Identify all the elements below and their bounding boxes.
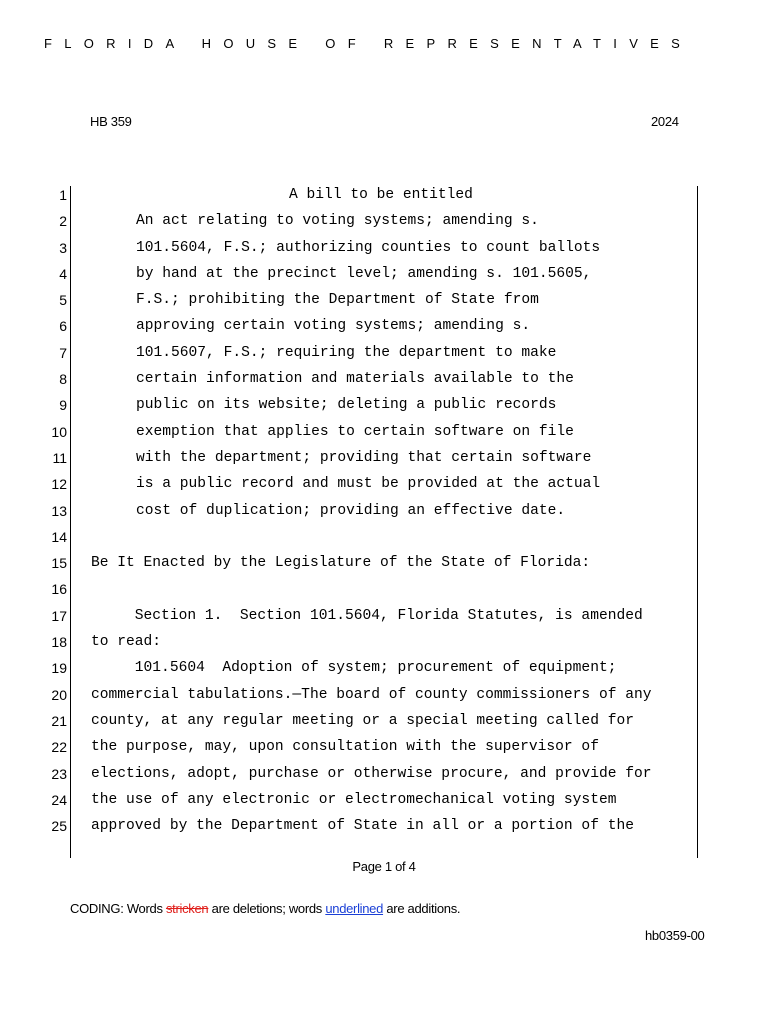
coding-legend <box>70 901 460 916</box>
bill-text-body <box>0 182 768 839</box>
line-number: 24 <box>51 791 67 808</box>
coding-middle: are deletions; words <box>208 901 326 916</box>
line-text: 101.5604, F.S.; authorizing counties to count ballots <box>136 239 601 256</box>
line-number: 18 <box>51 634 67 651</box>
line-text: public on its website; deleting a public records <box>136 397 557 414</box>
coding-stricken-example: stricken <box>165 901 209 916</box>
document-id: hb0359-00 <box>645 928 705 943</box>
line-number: 10 <box>51 423 67 440</box>
bill-line <box>0 682 768 708</box>
bill-line <box>0 576 768 602</box>
bill-line <box>0 182 768 208</box>
line-text: 101.5607, F.S.; requiring the department to make <box>136 344 557 361</box>
bill-line <box>0 655 768 681</box>
line-text: approving certain voting systems; amending s. <box>136 318 531 335</box>
line-text: by hand at the precinct level; amending s. 101.5605, <box>136 265 592 282</box>
line-number: 22 <box>51 739 67 756</box>
line-number: 17 <box>51 607 67 624</box>
page-number: Page 1 of 4 <box>352 859 416 874</box>
line-number: 12 <box>51 476 67 493</box>
bill-number: HB 359 <box>90 114 132 129</box>
line-number: 11 <box>52 449 67 466</box>
line-text: approved by the Department of State in all or a portion of the <box>91 818 634 835</box>
bill-year: 2024 <box>651 114 679 129</box>
bill-line <box>0 524 768 550</box>
line-number: 20 <box>51 686 67 703</box>
line-text: Be It Enacted by the Legislature of the State of Florida: <box>91 555 591 572</box>
coding-underlined-example: underlined <box>325 901 384 916</box>
line-number: 23 <box>51 765 67 782</box>
bill-line <box>0 813 768 839</box>
chamber-title: FLORIDA HOUSE OF REPRESENTATIVES <box>44 36 693 51</box>
line-text: the purpose, may, upon consultation with the supervisor of <box>91 739 599 756</box>
bill-line <box>0 313 768 339</box>
line-text: the use of any electronic or electromechanical voting system <box>91 791 617 808</box>
bill-line <box>0 392 768 418</box>
line-text: Section 1. Section 101.5604, Florida Statutes, is amended <box>91 607 643 624</box>
line-number: 4 <box>59 265 67 282</box>
line-number: 3 <box>59 239 67 256</box>
line-number: 25 <box>51 818 67 835</box>
bill-line <box>0 261 768 287</box>
bill-line <box>0 498 768 524</box>
line-text: An act relating to voting systems; amending s. <box>136 213 539 230</box>
bill-line <box>0 734 768 760</box>
bill-line <box>0 287 768 313</box>
line-number: 13 <box>51 502 67 519</box>
line-text: certain information and materials available to the <box>136 371 574 388</box>
line-number: 7 <box>59 344 67 361</box>
line-number: 2 <box>59 213 67 230</box>
line-text: to read: <box>91 634 162 651</box>
bill-line <box>0 445 768 471</box>
line-text: with the department; providing that certain software <box>136 449 592 466</box>
bill-line <box>0 708 768 734</box>
bill-line <box>0 471 768 497</box>
bill-line <box>0 787 768 813</box>
bill-line <box>0 235 768 261</box>
line-text: county, at any regular meeting or a special meeting called for <box>91 712 634 729</box>
line-text: 101.5604 Adoption of system; procurement of equipment; <box>91 660 617 677</box>
line-number: 19 <box>51 660 67 677</box>
bill-line <box>0 629 768 655</box>
line-text: commercial tabulations.—The board of county commissioners of any <box>91 686 652 703</box>
line-number: 9 <box>59 397 67 414</box>
bill-line <box>0 603 768 629</box>
bill-line <box>0 419 768 445</box>
line-number: 5 <box>59 292 67 309</box>
line-number: 15 <box>51 555 67 572</box>
line-text: is a public record and must be provided at the actual <box>136 476 601 493</box>
line-number: 16 <box>51 581 67 598</box>
line-text: F.S.; prohibiting the Department of State from <box>136 292 539 309</box>
bill-line <box>0 366 768 392</box>
line-text: exemption that applies to certain software on file <box>136 423 574 440</box>
bill-line <box>0 208 768 234</box>
line-text: A bill to be entitled <box>289 187 473 203</box>
coding-suffix: are additions. <box>383 901 461 916</box>
bill-line <box>0 761 768 787</box>
line-number: 8 <box>59 371 67 388</box>
line-number: 21 <box>51 712 67 729</box>
line-text: elections, adopt, purchase or otherwise procure, and provide for <box>91 765 652 782</box>
bill-line <box>0 550 768 576</box>
line-number: 1 <box>59 187 67 203</box>
line-text: cost of duplication; providing an effective date. <box>136 502 566 519</box>
line-number: 14 <box>51 528 67 545</box>
line-number: 6 <box>59 318 67 335</box>
coding-prefix: CODING: Words <box>70 901 166 916</box>
bill-line <box>0 340 768 366</box>
